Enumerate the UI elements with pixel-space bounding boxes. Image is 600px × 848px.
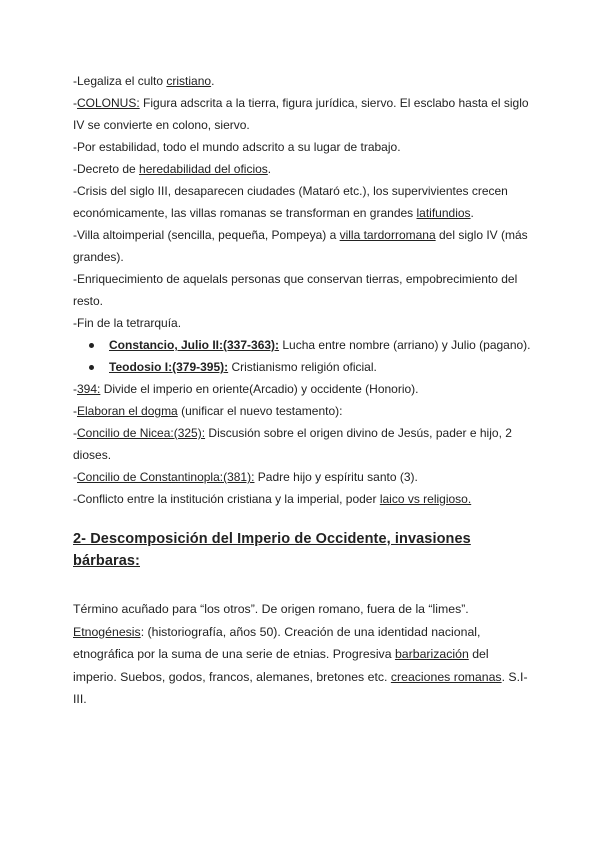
underlined-term: barbarización bbox=[394, 647, 469, 661]
underlined-term: Elaboran el dogma bbox=[77, 404, 178, 418]
text-line: -Conflicto entre la institución cristiana y la imperial, poder laico vs religioso. bbox=[73, 492, 472, 506]
text-line: -Villa altoimperial (sencilla, pequeña, Pompeya) a villa tardorromana del siglo IV (más grandes). bbox=[73, 228, 528, 264]
bullet-dot-icon bbox=[89, 365, 94, 370]
text-line: -COLONUS: Figura adscrita a la tierra, figura jurídica, siervo. El esclabo hasta el siglo IV se convierte en colono, siervo. bbox=[73, 96, 529, 132]
text-line: -Legaliza el culto cristiano. bbox=[73, 74, 215, 88]
bullet-text: Cristianismo religión oficial. bbox=[228, 360, 377, 374]
underlined-term: latifundios bbox=[416, 206, 471, 220]
list-item bbox=[73, 334, 533, 356]
text-line: -Elaboran el dogma (unificar el nuevo testamento): bbox=[73, 404, 343, 418]
underlined-term: Concilio de Constantinopla:(381): bbox=[77, 470, 255, 484]
underlined-term: villa tardorromana bbox=[339, 228, 436, 242]
underlined-term: laico vs religioso. bbox=[379, 492, 472, 506]
text-line: -Decreto de heredabilidad del oficios. bbox=[73, 162, 272, 176]
bullet-list bbox=[73, 334, 533, 378]
text-line: -394: Divide el imperio en oriente(Arcadio) y occidente (Honorio). bbox=[73, 382, 419, 396]
bullet-title: Teodosio I:(379-395): bbox=[109, 360, 229, 374]
underlined-term: Etnogénesis bbox=[73, 624, 141, 639]
section-body bbox=[73, 598, 533, 711]
text-line: Etnogénesis: (historiografía, años 50). Creación de una identidad nacional, etnográfica por la suma de una serie de etnias. Progresiva barbarización del imperio. Suebos, godos, francos, alemanes, bretones etc. creaciones romanas. S.I-III. bbox=[73, 624, 528, 706]
underlined-term: 394: bbox=[77, 382, 101, 396]
text-line: -Crisis del siglo III, desaparecen ciudades (Mataró etc.), los supervivientes crecen económicamente, las villas romanas se transforman en grandes latifundios. bbox=[73, 184, 508, 220]
bullet-dot-icon bbox=[89, 343, 94, 348]
underlined-term: COLONUS: bbox=[77, 96, 140, 110]
document-body bbox=[73, 70, 533, 711]
underlined-term: Concilio de Nicea:(325): bbox=[77, 426, 206, 440]
underlined-term: heredabilidad del oficios bbox=[139, 162, 268, 176]
section-heading: 2- Descomposición del Imperio de Occidente, invasiones bárbaras: bbox=[73, 531, 471, 569]
text-line: -Concilio de Nicea:(325): Discusión sobre el origen divino de Jesús, pader e hijo, 2 dioses. bbox=[73, 426, 512, 462]
text-line: Término acuñado para “los otros”. De origen romano, fuera de la “limes”. bbox=[73, 602, 469, 616]
underlined-term: creaciones romanas bbox=[390, 669, 502, 684]
text-line: -Por estabilidad, todo el mundo adscrito a su lugar de trabajo. bbox=[73, 140, 401, 154]
bullet-text: Lucha entre nombre (arriano) y Julio (pagano). bbox=[279, 338, 531, 352]
underlined-term: cristiano bbox=[166, 74, 212, 88]
list-item bbox=[73, 356, 533, 378]
text-line: -Concilio de Constantinopla:(381): Padre hijo y espíritu santo (3). bbox=[73, 470, 418, 484]
text-line: -Enriquecimiento de aquelals personas que conservan tierras, empobrecimiento del resto. bbox=[73, 272, 518, 308]
text-line: -Fin de la tetrarquía. bbox=[73, 316, 182, 330]
bullet-title: Constancio, Julio II:(337-363): bbox=[109, 338, 280, 352]
